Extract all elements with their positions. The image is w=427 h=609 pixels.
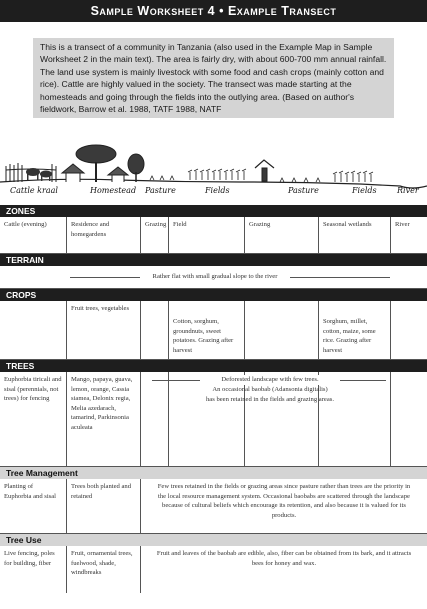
crops-row <box>0 301 427 360</box>
zone-cell: Field <box>169 217 245 253</box>
trees-row <box>0 372 427 467</box>
trees-cell-blank <box>391 372 427 466</box>
zones-header: ZONES <box>0 205 427 217</box>
transect-label-pasture-2: Pasture <box>288 186 319 195</box>
terrain-text: Rather flat with small gradual slope to the river <box>140 272 290 282</box>
transect-label-pasture-1: Pasture <box>145 186 176 195</box>
tree-use-cell-homestead: Fruit, ornamental trees, fuelwood, shade, windbreaks <box>67 546 141 593</box>
trees-cell-kraal: Euphorbia tiricali and sisal (perennials, not trees) for fencing <box>0 372 67 466</box>
tree-use-cell-kraal: Live fencing, poles for building, fiber <box>0 546 67 593</box>
crops-cell-pasture <box>141 301 169 359</box>
zones-row <box>0 217 427 254</box>
baobab-tree-icon <box>255 160 274 181</box>
trees-span-line2: An occasional baobab (Adansonia digitalis) <box>212 386 328 393</box>
crop-rows-icon <box>188 169 373 182</box>
crops-cell-river <box>391 301 427 359</box>
crops-cell-grazing <box>245 301 319 359</box>
trees-span-line3: has been retained in the fields and grazing areas. <box>206 396 334 403</box>
terrain-header: TERRAIN <box>0 254 427 266</box>
crops-cell-kraal <box>0 301 67 359</box>
worksheet-title: Sample Worksheet 4 • Example Transect <box>0 0 427 22</box>
terrain-row <box>0 266 427 289</box>
crops-cell-wetlands: Sorghum, millet, cotton, maize, some rice. Grazing after harvest <box>319 301 391 359</box>
trees-header: TREES <box>0 360 427 372</box>
crops-cell-homestead: Fruit trees, vegetables <box>67 301 141 359</box>
transect-label-kraal: Cattle kraal <box>10 186 58 195</box>
tree-use-row <box>0 546 427 593</box>
zone-cell: Seasonal wetlands <box>319 217 391 253</box>
transect-label-fields-2: Fields <box>352 186 377 195</box>
transect-label-homestead: Homestead <box>90 186 137 195</box>
tree-management-cell-homestead: Trees both planted and retained <box>67 479 141 533</box>
homestead-icon <box>62 145 144 182</box>
zone-cell: River <box>395 221 410 228</box>
trees-span-line1: Deforested landscape with few trees. <box>200 375 340 385</box>
tree-use-span: Fruit and leaves of the baobab are edible, also, fiber can be obtained from its bark, and it attracts bees for honey and wax. <box>156 550 412 567</box>
transect-label-fields-1: Fields <box>205 186 230 195</box>
tree-management-header: Tree Management <box>0 467 427 479</box>
zone-cell: Cattle (evening) <box>0 217 67 253</box>
zone-cell: Grazing <box>141 217 169 253</box>
zone-cell: Grazing <box>245 217 319 253</box>
transect-table <box>0 205 427 593</box>
tree-management-row <box>0 479 427 534</box>
crops-cell-field: Cotton, sorghum, groundnuts, sweet potatoes. Grazing after harvest <box>169 301 245 359</box>
crops-header: CROPS <box>0 289 427 301</box>
tree-management-cell-kraal: Planting of Euphorbia and sisal <box>0 479 67 533</box>
trees-cell-homestead: Mango, papaya, guava, lemon, orange, Cassia siamea, Delonix regia, Melia azedarach, tamarind, Parkinsonia aculeata <box>67 372 141 466</box>
zone-cell: Residence and homegardens <box>67 217 141 253</box>
tree-management-span: Few trees retained in the fields or grazing areas since pasture rather than trees are the priority in the local resource management system. Occasional baobabs are scattered through the landscape because of cultural beliefs which encourage its retention, and also because it is valued for its products. <box>157 483 411 519</box>
intro-paragraph: This is a transect of a community in Tanzania (also used in the Example Map in Sample Worksheet 2 in the main text). The area is fairly dry, with about 600-700 mm annual rainfall. The land use system is mainly livestock with some food and cash crops (mainly cotton and rice). Cattle are highly valued in the society. The transect was made starting at the homesteads and going through the fields into the outlying area. (Based on author's fieldwork, Barrow et al. 1988, TATF 1988, NATF <box>33 38 394 118</box>
transect-label-river: River <box>397 186 419 195</box>
tree-use-header: Tree Use <box>0 534 427 546</box>
